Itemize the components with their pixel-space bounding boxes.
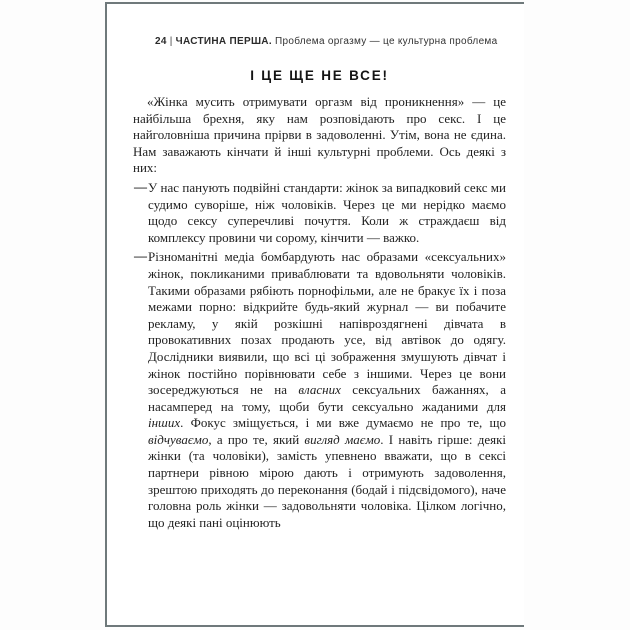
text-segment: «Жінка мусить отримувати оргазм від проникнення» — це найбільша брехня, яку нам розповідають про секс. І це найголовніша причина прірви в задоволенні. Утім, вона не єдина. Нам заважають кінчати й інші культурні проблеми. Ось деякі з них: [133, 94, 506, 176]
body-text [133, 94, 506, 531]
text-segment: . І навіть гірше: деякі жінки (та чоловіки), замість упевнено вважати, що в сексі партнери рівною мірою дають і отримують задоволення, зрештою приходять до переконання (бодай і підсвідомого), наче головна роль жінки — задовольняти чоловіка. Цілком логічно, що деякі пані оцінюють [148, 431, 507, 530]
book-page [105, 2, 524, 627]
page-content [133, 4, 506, 531]
italic-text-segment: вигляд маємо [304, 431, 381, 447]
text-segment: . Фокус зміщується, і ми вже думаємо не про те, що [180, 415, 506, 431]
italic-text-segment: інших [148, 415, 181, 431]
text-segment: , а про те, який [208, 431, 305, 447]
part-label: ЧАСТИНА ПЕРША. [175, 36, 272, 47]
bullet-item [133, 249, 506, 531]
paragraph [133, 94, 506, 177]
italic-text-segment: власних [298, 382, 341, 398]
page-number: 24 [155, 36, 167, 47]
text-segment: сексуальних бажаннях, а насамперед на тому, щоби бути сексуально жаданими для [148, 382, 506, 414]
running-head [155, 36, 506, 47]
running-head-divider: | [169, 36, 173, 47]
bullet-dash: — [134, 178, 147, 194]
chapter-label: Проблема оргазму — це культурна проблема [275, 36, 498, 47]
text-segment: У нас панують подвійні стандарти: жінок за випадковий секс ми судимо суворіше, ніж чоловіків. Через це ми нерідко маємо щодо сексу суперечливі почуття. Коли ж страждаєш від комплексу провини чи сорому, кінчити — важко. [148, 179, 506, 245]
bullet-dash: — [134, 248, 147, 264]
bullet-item [133, 180, 506, 246]
section-title: І ЦЕ ЩЕ НЕ ВСЕ! [250, 68, 389, 83]
text-segment: Різноманітні медіа бомбардують нас образами «сексуальних» жінок, покликаними приваблювати та вдовольняти чоловіків. Такими образами рябіють порнофільми, але не бракує їх і поза межами порно: відкрийте будь-який журнал — ви побачите рекламу, у якій розкішні напівроздягнені дівчата в провокативних позах продають усе, від автівок до одягу. Дослідники виявили, що всі ці зображення змушують дівчат і жінок постійно порівнювати себе з іншими. Через це вони зосереджуються не на [148, 249, 506, 398]
italic-text-segment: відчуваємо [148, 431, 209, 447]
